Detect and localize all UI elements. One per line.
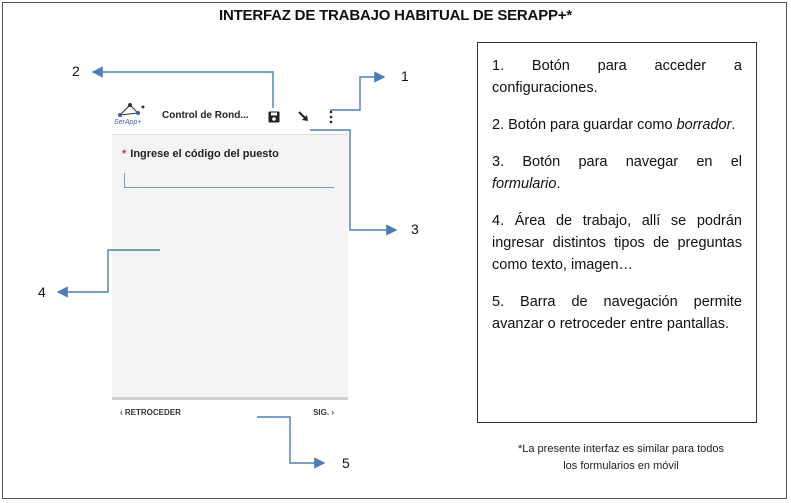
arrow-3 bbox=[310, 130, 396, 230]
legend-item-3: 3. Botón para navegar en el formulario. bbox=[492, 154, 742, 192]
footnote-line-2: los formularios en móvil bbox=[563, 460, 679, 472]
question-text: Ingrese el código del puesto bbox=[130, 148, 279, 160]
callout-5-number: 5 bbox=[342, 455, 350, 471]
legend-item-5: 5. Barra de navegación permite avanzar o retroceder entre pantallas. bbox=[492, 294, 742, 332]
back-button[interactable]: ‹ RETROCEDER bbox=[120, 408, 181, 417]
legend-item-4: 4. Área de trabajo, allí se podrán ingresar distintos tipos de preguntas como texto, imagen… bbox=[492, 213, 742, 273]
arrow-5 bbox=[257, 417, 324, 463]
next-button[interactable]: SIG. › bbox=[313, 408, 334, 417]
legend-item-1: 1. Botón para acceder a configuraciones. bbox=[492, 58, 742, 96]
legend-item-2: 2. Botón para guardar como borrador. bbox=[492, 117, 736, 133]
arrow-2 bbox=[93, 72, 273, 108]
footnote bbox=[490, 441, 752, 475]
arrow-1 bbox=[330, 77, 384, 110]
back-label: RETROCEDER bbox=[124, 408, 181, 417]
figure-title: INTERFAZ DE TRABAJO HABITUAL DE SERAPP+* bbox=[218, 7, 572, 24]
arrow-4 bbox=[58, 250, 160, 292]
next-label: SIG. bbox=[313, 408, 330, 417]
callout-3-number: 3 bbox=[411, 221, 419, 237]
callout-4-number: 4 bbox=[38, 284, 46, 300]
app-title: Control de Rond... bbox=[162, 110, 249, 121]
legend-box bbox=[477, 42, 757, 423]
required-mark: * bbox=[122, 148, 127, 160]
callout-2-number: 2 bbox=[72, 63, 80, 79]
footnote-line-1: *La presente interfaz es similar para todos bbox=[517, 443, 725, 455]
callout-1-number: 1 bbox=[401, 68, 409, 84]
logo-text: SerApp+ bbox=[114, 119, 142, 126]
